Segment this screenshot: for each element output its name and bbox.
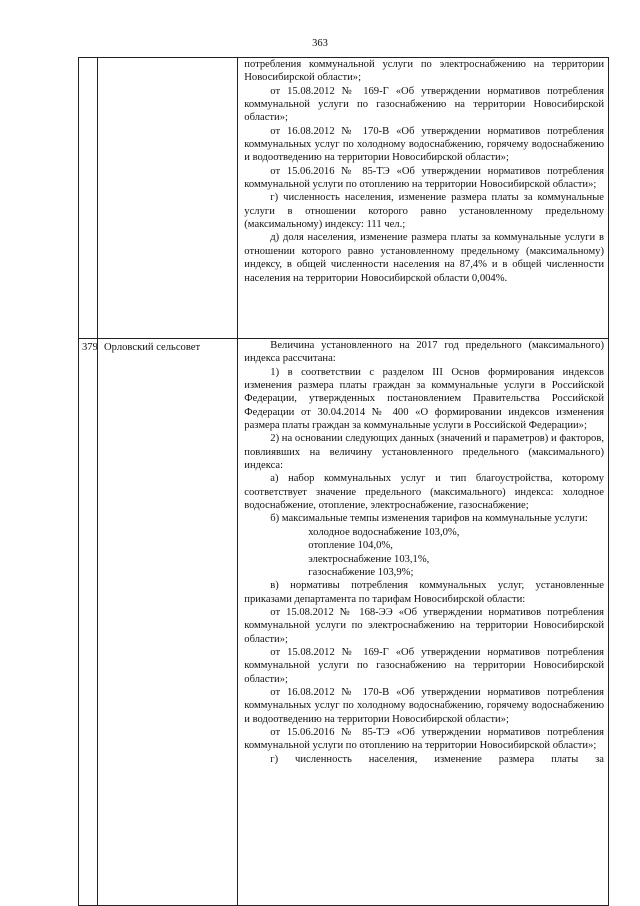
- paragraph: а) набор коммунальных услуг и тип благоустройства, которому соответствует значение предельного (максимального) индекса: холодное водоснабжение, отопление, электроснабжение, газоснабжение;: [244, 473, 604, 512]
- paragraph: 2) на основании следующих данных (значений и параметров) и факторов, повлиявших на величину установленного предельного (максимального) индекса:: [244, 433, 604, 472]
- paragraph: от 15.08.2012 № 169-Г «Об утверждении нормативов потребления коммунальной услуги по газоснабжению на территории Новосибирской области»;: [244, 646, 604, 685]
- paragraph: г) численность населения, изменение размера платы за коммунальные услуги в отношении которого равно установленному предельному (максимальному) индексу: 111 чел.;: [244, 192, 604, 231]
- paragraph: 1) в соответствии с разделом III Основ формирования индексов изменения размера платы граждан за коммунальные услуги в Российской Федерации, утвержденных постановлением Правительства Российской Федерации от 30.04.2014 № 400 «О формировании индексов изменения размера платы граждан за коммунальные услуги в Российской Федерации»;: [244, 366, 604, 432]
- paragraph: холодное водоснабжение 103,0%,: [308, 526, 460, 538]
- paragraph: от 15.06.2016 № 85-ТЭ «Об утверждении нормативов потребления коммунальной услуги по отоплению на территории Новосибирской области»;: [244, 726, 604, 752]
- description-cell: [238, 339, 609, 906]
- paragraph: газоснабжение 103,9%;: [308, 566, 414, 578]
- paragraph: от 16.08.2012 № 170-В «Об утверждении нормативов потребления коммунальных услуг по холодному водоснабжению, горячему водоснабжению и водоотведению на территории Новосибирской области»;: [244, 686, 604, 725]
- row-number-cell: 379: [79, 339, 98, 906]
- paragraph: г) численность населения, изменение размера платы за: [270, 753, 604, 765]
- description-cell: [238, 58, 609, 339]
- paragraph: от 15.08.2012 № 169-Г «Об утверждении нормативов потребления коммунальной услуги по газоснабжению на территории Новосибирской области»;: [244, 85, 604, 124]
- municipality-name-cell: [98, 58, 238, 339]
- paragraph: отопление 104,0%,: [308, 540, 393, 552]
- paragraph: от 15.08.2012 № 168-ЭЭ «Об утверждении нормативов потребления коммунальной услуги по электроснабжению на территории Новосибирской области»;: [244, 606, 604, 645]
- document-table: [78, 57, 609, 906]
- table-row: [79, 58, 609, 339]
- paragraph: от 16.08.2012 № 170-В «Об утверждении нормативов потребления коммунальных услуг по холодному водоснабжению, горячему водоснабжению и водоотведению на территории Новосибирской области»;: [244, 125, 604, 164]
- table-row: [79, 339, 609, 906]
- row-number-cell: [79, 58, 98, 339]
- paragraph: б) максимальные темпы изменения тарифов на коммунальные услуги:: [270, 513, 588, 525]
- paragraph: электроснабжение 103,1%,: [308, 553, 430, 565]
- paragraph: от 15.06.2016 № 85-ТЭ «Об утверждении нормативов потребления коммунальной услуги по отоплению на территории Новосибирской области»;: [244, 165, 604, 191]
- paragraph: Величина установленного на 2017 год предельного (максимального) индекса рассчитана:: [244, 340, 604, 365]
- paragraph: в) нормативы потребления коммунальных услуг, установленные приказами департамента по тарифам Новосибирской области:: [244, 580, 604, 605]
- table-body: [79, 58, 609, 906]
- paragraph: д) доля населения, изменение размера платы за коммунальные услуги в отношении которого равно установленному предельному (максимальному) индексу, в общей численности населения на 87,4% и в общей численности населения на территории Новосибирской области 0,004%.: [244, 232, 604, 284]
- municipality-name-cell: Орловский сельсовет: [98, 339, 238, 906]
- paragraph: потребления коммунальной услуги по электроснабжению на территории Новосибирской области»;: [244, 59, 604, 84]
- page-number: 363: [312, 38, 328, 49]
